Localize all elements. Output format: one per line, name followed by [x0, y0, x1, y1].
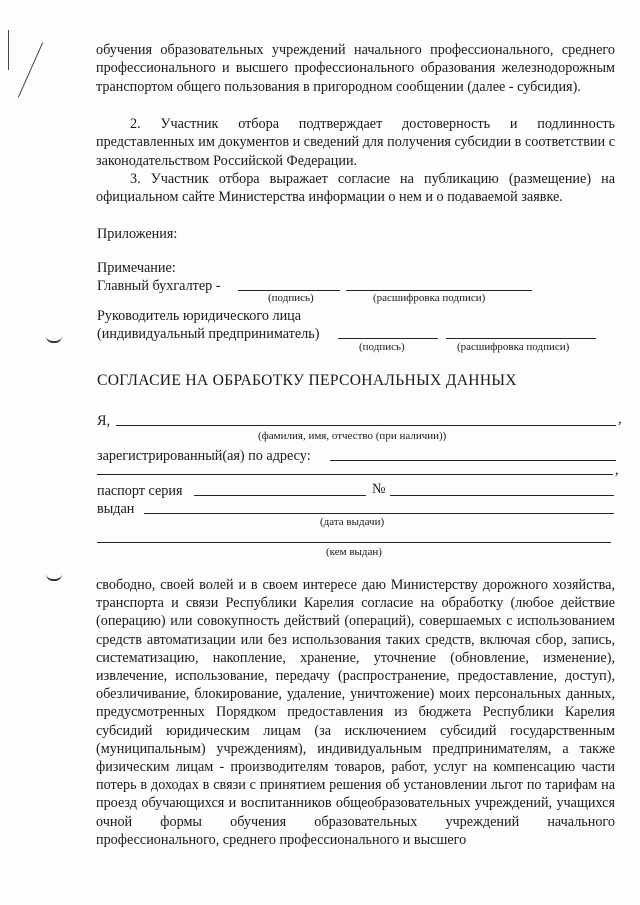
head-label-line2: (индивидуальный предприниматель) — [97, 326, 320, 342]
head-decoding-field[interactable] — [446, 338, 596, 339]
attachments-label: Приложения: — [97, 226, 178, 242]
note-label: Примечание: — [97, 260, 176, 276]
signature-caption: (подпись) — [359, 341, 405, 353]
signature-caption: (подпись) — [268, 292, 314, 304]
paragraph-3: 3. Участник отбора выражает согласие на публикацию (размещение) на официальном сайте Министерства информации о нем и о подаваемой заявке. — [96, 171, 615, 206]
chief-accountant-decoding-field[interactable] — [346, 290, 532, 291]
issue-date-field[interactable] — [144, 513, 614, 514]
comma: , — [615, 462, 619, 478]
issued-label: выдан — [97, 501, 135, 517]
consent-title: СОГЛАСИЕ НА ОБРАБОТКУ ПЕРСОНАЛЬНЫХ ДАННЫХ — [97, 372, 517, 389]
issuer-field[interactable] — [97, 542, 611, 543]
passport-number-label: № — [372, 481, 386, 497]
chief-accountant-label: Главный бухгалтер - — [97, 278, 221, 294]
consent-body: свободно, своей волей и в своем интересе даю Министерству дорожного хозяйства, транспорта и связи Республики Карелия согласие на обработку (любое действие (операцию) или совокупность действий (операций), совершаемых с использованием средств автоматизации или без использования таких средств, включая сбор, запись, систематизацию, накопление, хранение, уточнение (обновление, изменение), извлечение, использование, передачу (распространение, предоставление, доступ), обезличивание, блокирование, удаление, уничтожение) моих персональных данных, предусмотренных Порядком предоставления из бюджета Республики Карелия субсидий юридическим лицам (за исключением субсидий государственным (муниципальным) учреждениям), индивидуальным предпринимателям, а также физическим лицам - производителям товаров, работ, услуг на компенсацию части потерь в доходах в связи с принятием решения об установлении льгот по тарифам на проезд обучающихся и воспитанников общеобразовательных учреждений, учащихся очной формы обучения образовательных учреждений начального профессионального, среднего профессионального и высшего — [96, 577, 615, 848]
address-field[interactable] — [330, 460, 616, 461]
scan-artifact-line — [18, 42, 43, 97]
head-signature-field[interactable] — [338, 338, 438, 339]
decoding-caption: (расшифровка подписи) — [457, 341, 570, 353]
date-caption: (дата выдачи) — [320, 516, 385, 528]
address-label: зарегистрированный(ая) по адресу: — [97, 448, 311, 464]
paragraph-2: 2. Участник отбора подтверждает достоверность и подлинность представленных им документов и сведений для получения субсидии в соответствии с законодательством Российской Федерации. — [96, 116, 615, 169]
full-name-field[interactable] — [116, 425, 616, 426]
name-caption: (фамилия, имя, отчество (при наличии)) — [258, 430, 447, 442]
decoding-caption: (расшифровка подписи) — [373, 292, 486, 304]
address-field-continued[interactable] — [97, 474, 613, 475]
hole-punch-mark — [46, 336, 62, 343]
i-label: Я, — [97, 413, 111, 429]
passport-series-label: паспорт серия — [97, 483, 183, 499]
scan-artifact-line — [8, 30, 9, 70]
chief-accountant-signature-field[interactable] — [238, 290, 340, 291]
issuer-caption: (кем выдан) — [326, 546, 382, 558]
passport-series-field[interactable] — [194, 495, 366, 496]
passport-number-field[interactable] — [390, 495, 614, 496]
head-label-line1: Руководитель юридического лица — [97, 308, 302, 324]
comma: , — [618, 411, 622, 427]
hole-punch-mark — [46, 574, 62, 581]
paragraph-intro: обучения образовательных учреждений начального профессионального, среднего профессионального и высшего профессионального образования железнодорожным транспортом общего пользования в пригородном сообщении (далее - субсидия). — [96, 42, 615, 95]
